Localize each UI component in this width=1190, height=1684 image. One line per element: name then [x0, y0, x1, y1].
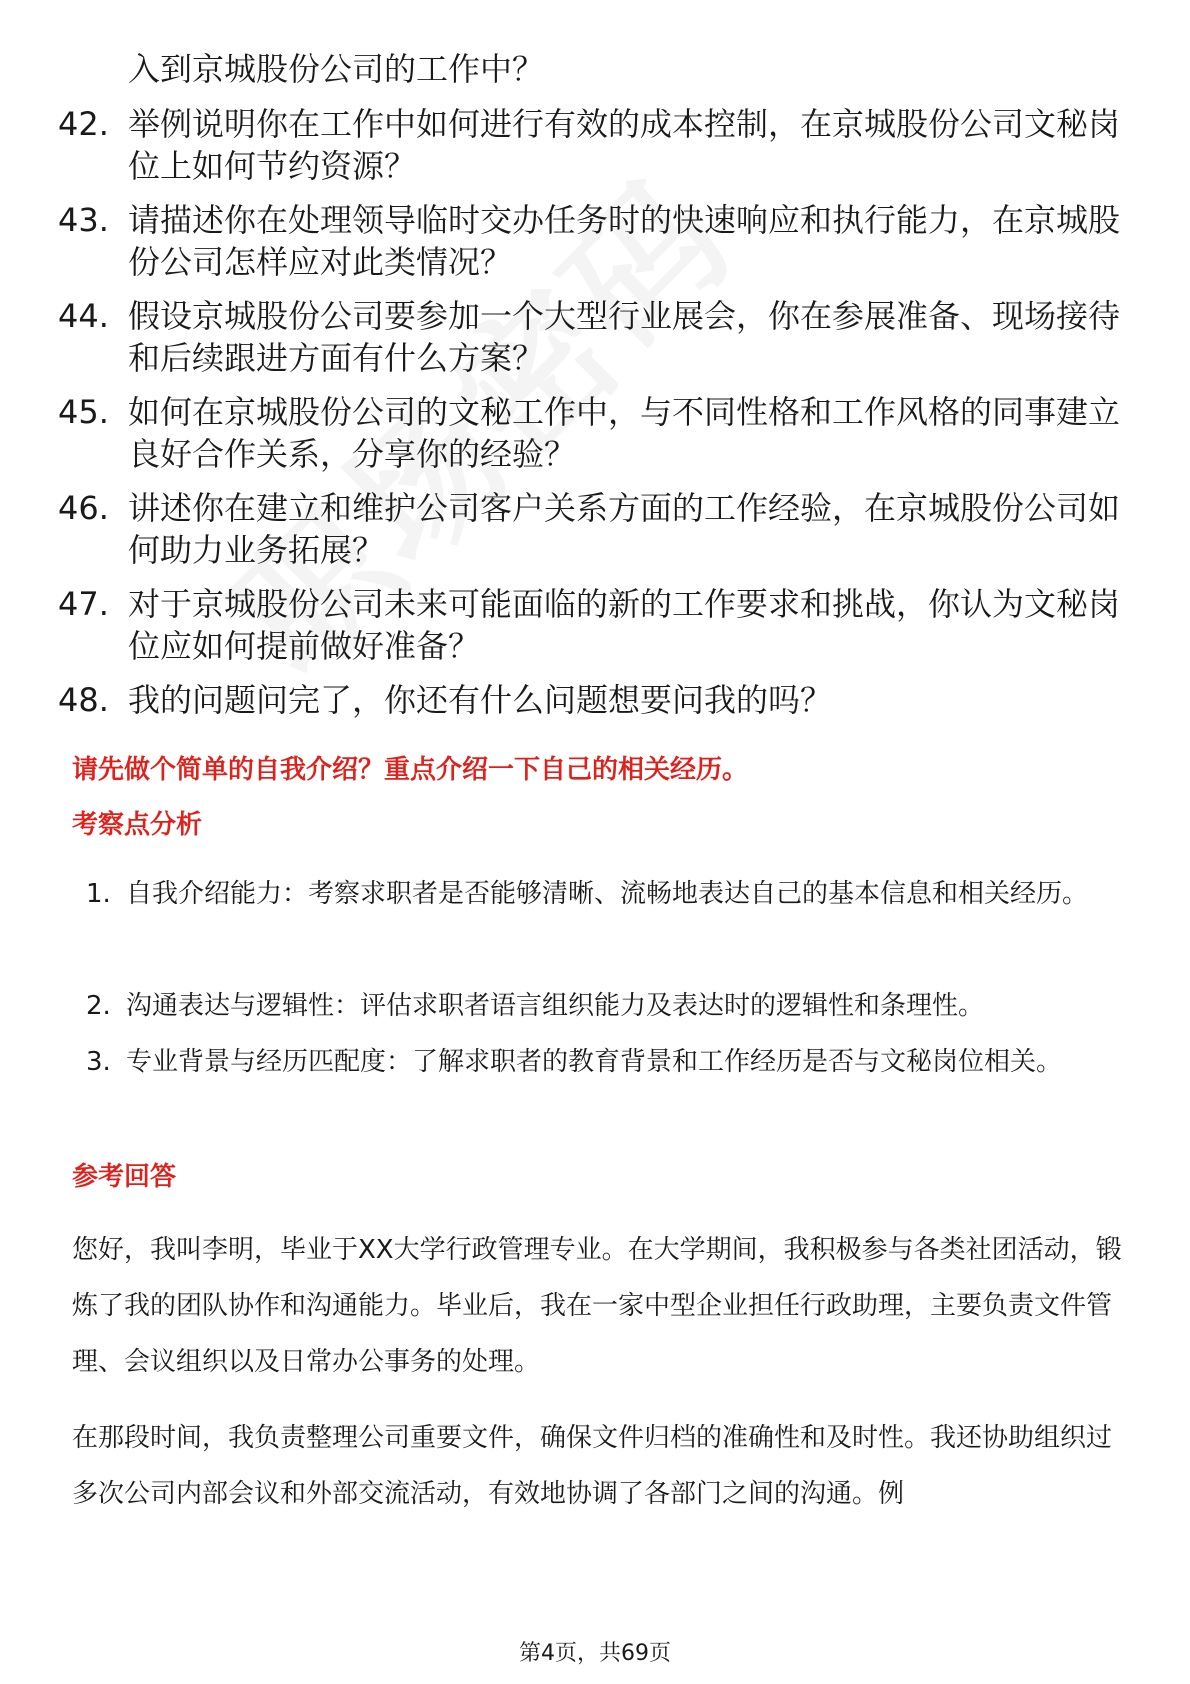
question-text: 对于京城股份公司未来可能面临的新的工作要求和挑战，你认为文秘岗位应如何提前做好准备？: [128, 585, 1121, 665]
question-item: [58, 583, 1121, 667]
question-item: [58, 679, 1118, 721]
question-number: 46.: [58, 489, 109, 527]
question-item: [58, 103, 1121, 187]
question-text: 举例说明你在工作中如何进行有效的成本控制，在京城股份公司文秘岗位上如何节约资源？: [128, 105, 1121, 185]
analysis-point-text: 沟通表达与逻辑性：评估求职者语言组织能力及表达时的逻辑性和条理性。: [126, 991, 985, 1021]
interview-question-title: 请先做个简单的自我介绍？重点介绍一下自己的相关经历。: [72, 755, 749, 785]
page-number: 第4页，共69页: [519, 1641, 671, 1666]
analysis-point-text: 专业背景与经历匹配度：了解求职者的教育背景和工作经历是否与文秘岗位相关。: [126, 1047, 1063, 1077]
question-text: 我的问题问完了，你还有什么问题想要问我的吗？: [128, 681, 833, 719]
question-number: 45.: [58, 393, 109, 431]
analysis-point: [86, 1034, 1116, 1090]
question-text: 讲述你在建立和维护公司客户关系方面的工作经验，在京城股份公司如何助力业务拓展？: [128, 489, 1121, 569]
question-number: 42.: [58, 105, 109, 143]
question-item: [58, 295, 1121, 379]
question-item: [58, 487, 1121, 571]
question-number: 47.: [58, 585, 109, 623]
answer-paragraph: 您好，我叫李明，毕业于XX大学行政管理专业。在大学期间，我积极参与各类社团活动，锻炼了我的团队协作和沟通能力。毕业后，我在一家中型企业担任行政助理，主要负责文件管理、会议组织以及日常办公事务的处理。: [72, 1235, 1122, 1377]
question-text: 请描述你在处理领导临时交办任务时的快速响应和执行能力，在京城股份公司怎样应对此类情况？: [128, 201, 1121, 281]
question-text: 如何在京城股份公司的文秘工作中，与不同性格和工作风格的同事建立良好合作关系，分享你的经验？: [128, 393, 1121, 473]
question-number: 48.: [58, 681, 109, 719]
question-item: [58, 391, 1121, 475]
analysis-point: [86, 866, 1116, 922]
analysis-point-text: 自我介绍能力：考察求职者是否能够清晰、流畅地表达自己的基本信息和相关经历。: [126, 879, 1089, 909]
question-text: 假设京城股份公司要参加一个大型行业展会，你在参展准备、现场接待和后续跟进方面有什么方案？: [128, 297, 1121, 377]
answer-heading: 参考回答: [72, 1162, 177, 1192]
analysis-point-number: 3.: [86, 1047, 111, 1077]
analysis-heading: 考察点分析: [72, 810, 203, 840]
question-item: [58, 199, 1121, 283]
analysis-point-number: 2.: [86, 991, 111, 1021]
analysis-point-number: 1.: [86, 879, 111, 909]
question-continued-text: 入到京城股份公司的工作中？: [128, 50, 545, 88]
question-number: 44.: [58, 297, 109, 335]
analysis-point: [86, 978, 1116, 1034]
question-number: 43.: [58, 201, 109, 239]
answer-paragraph: 在那段时间，我负责整理公司重要文件，确保文件归档的准确性和及时性。我还协助组织过多次公司内部会议和外部交流活动，有效地协调了各部门之间的沟通。例: [72, 1423, 1113, 1509]
